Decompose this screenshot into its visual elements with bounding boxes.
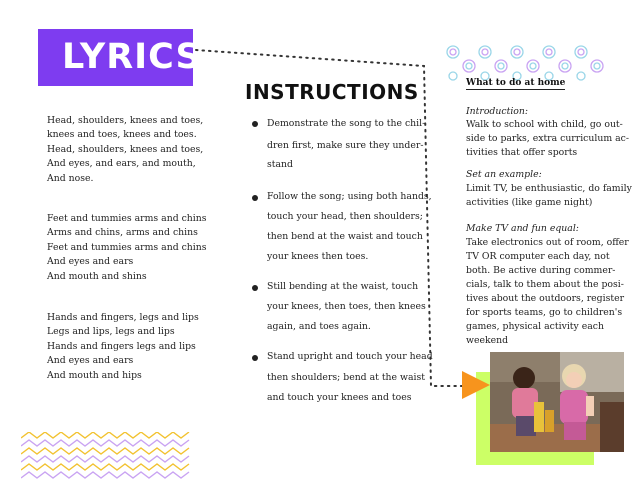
instruction-line: Still bending at the waist, touch [267, 281, 419, 292]
home-line: Walk to school with child, go out- [466, 119, 623, 130]
lyrics-line: Feet and tummies arms and chins [47, 213, 207, 224]
bullet-icon [252, 355, 258, 361]
instruction-line: Stand upright and touch your head [267, 351, 433, 362]
home-line: weekend [466, 335, 509, 346]
lyrics-stanza-2 [47, 212, 207, 284]
instruction-line: your knees, then toes, then knees [267, 301, 426, 312]
bullet-icon [252, 121, 258, 127]
home-section-title: What to do at home [466, 78, 566, 88]
home-line: tives about the outdoors, register [466, 293, 625, 304]
lyrics-line: And eyes, and ears, and mouth, [47, 158, 196, 170]
lyrics-line: And mouth and hips [47, 369, 142, 381]
children-playing-photo [490, 352, 624, 452]
home-line: for sports teams, go to children's [466, 307, 623, 318]
home-line: TV OR computer each day, not [466, 251, 610, 262]
instruction-line: your knees then toes. [267, 251, 369, 262]
circles-decoration [445, 42, 605, 82]
lyrics-line: And eyes and ears [47, 355, 134, 367]
lyrics-line: Head, shoulders, knees and toes, [47, 115, 204, 126]
bullet-icon [252, 285, 258, 291]
home-line: activities (like game night) [466, 197, 593, 208]
lyrics-line: And eyes and ears [47, 256, 134, 268]
instruction-line: stand [267, 159, 293, 170]
lyrics-line: Head, shoulders, knees and toes, [47, 143, 204, 155]
instruction-line: then bend at the waist and touch [267, 231, 423, 242]
lyrics-line: Arms and chins, arms and chins [47, 227, 198, 239]
home-subheading: Introduction: [466, 106, 529, 117]
lyrics-line: Hands and fingers legs and lips [47, 340, 196, 352]
home-subheading: Set an example: [466, 169, 542, 180]
zigzag-decoration [21, 432, 191, 484]
instruction-line: and touch your knees and toes [267, 392, 412, 403]
instruction-line: Follow the song; using both hands, [267, 191, 432, 202]
instruction-line: touch your head, then shoulders; [267, 211, 423, 222]
instruction-line: Demonstrate the song to the chil- [267, 118, 426, 129]
lyrics-line: And nose. [47, 172, 94, 184]
instruction-line: dren first, make sure they under- [267, 140, 424, 151]
lyrics-stanza-3 [47, 311, 199, 383]
home-line: Take electronics out of room, offer [466, 237, 629, 248]
home-line: Limit TV, be enthusiastic, do family [466, 183, 632, 194]
lyrics-line: Legs and lips, legs and lips [47, 326, 175, 338]
home-line: cials, talk to them about the posi- [466, 279, 624, 290]
home-subheading: Make TV and fun equal: [466, 223, 579, 234]
lyrics-line: And mouth and shins [47, 270, 147, 282]
lyrics-line: Hands and fingers, legs and lips [47, 312, 199, 323]
home-line: tivities that offer sports [466, 147, 578, 158]
instructions-title: INSTRUCTIONS [245, 80, 419, 104]
lyrics-title: LYRICS [62, 37, 202, 77]
lyrics-stanza-1 [47, 114, 203, 186]
instruction-line: again, and toes again. [267, 321, 371, 332]
home-line: both. Be active during commer- [466, 265, 616, 276]
bullet-icon [252, 195, 258, 201]
lyrics-line: Feet and tummies arms and chins [47, 241, 207, 253]
home-line: games, physical activity each [466, 321, 604, 332]
lyrics-line: knees and toes, knees and toes. [47, 129, 197, 141]
instruction-line: then shoulders; bend at the waist [267, 372, 425, 383]
home-line: side to parks, extra curriculum ac- [466, 133, 629, 144]
pointer-arrow-icon [462, 371, 490, 399]
